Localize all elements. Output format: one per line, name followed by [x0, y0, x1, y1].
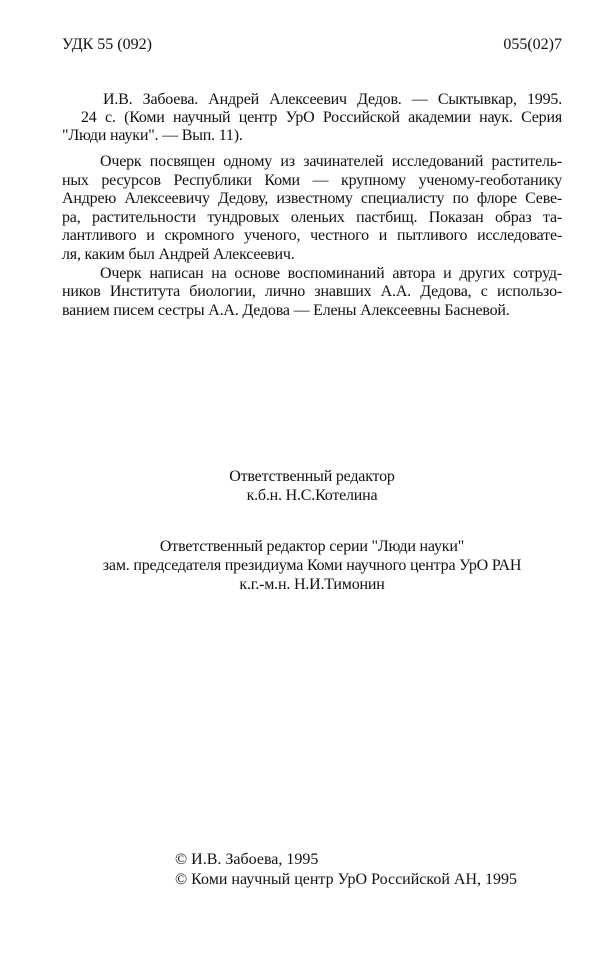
abstract-line: лантливого и скромного ученого, честного и пытливого исследовате-: [62, 227, 562, 244]
copyright-author: © И.В. Забоева, 1995: [175, 851, 319, 868]
series-editor-name: к.г.-м.н. Н.И.Тимонин: [239, 576, 385, 593]
citation-line: 24 с. (Коми научный центр УрО Российской академии наук. Серия: [81, 109, 562, 126]
copyright-publisher: © Коми научный центр УрО Российской АН, 1995: [175, 871, 518, 888]
abstract-line: Андрею Алексеевичу Дедову, известному специалисту по флоре Севе-: [62, 190, 562, 207]
abstract-line: Очерк посвящен одному из зачинателей исследований раститель-: [100, 153, 562, 170]
series-editor-title: Ответственный редактор серии "Люди науки": [159, 538, 465, 555]
abstract-line: ных ресурсов Республики Коми — крупному ученому-геоботанику: [62, 172, 562, 189]
series-editor-position: зам. председателя президиума Коми научного центра УрО РАН: [102, 557, 522, 574]
editor-title: Ответственный редактор: [229, 468, 395, 485]
citation-line: "Люди науки". — Вып. 11).: [62, 127, 243, 144]
editor-name: к.б.н. Н.С.Котелина: [246, 487, 378, 504]
abstract-line: ля, каким был Андрей Алексеевич.: [62, 246, 295, 263]
udk-code: УДК 55 (092): [62, 36, 152, 53]
abstract-line: ников Института биологии, лично знавших А.А. Дедова, с использо-: [62, 283, 562, 300]
citation-line: И.В. Забоева. Андрей Алексеевич Дедов. — Сыктывкар, 1995.: [103, 91, 562, 108]
abstract-line: ра, растительности тундровых оленьих пастбищ. Показан образ та-: [62, 209, 562, 226]
bbk-code: 055(02)7: [503, 36, 562, 53]
abstract-line: Очерк написан на основе воспоминаний автора и других сотруд-: [100, 265, 562, 282]
abstract-line: ванием писем сестры А.А. Дедова — Елены Алексеевны Басневой.: [62, 302, 510, 319]
